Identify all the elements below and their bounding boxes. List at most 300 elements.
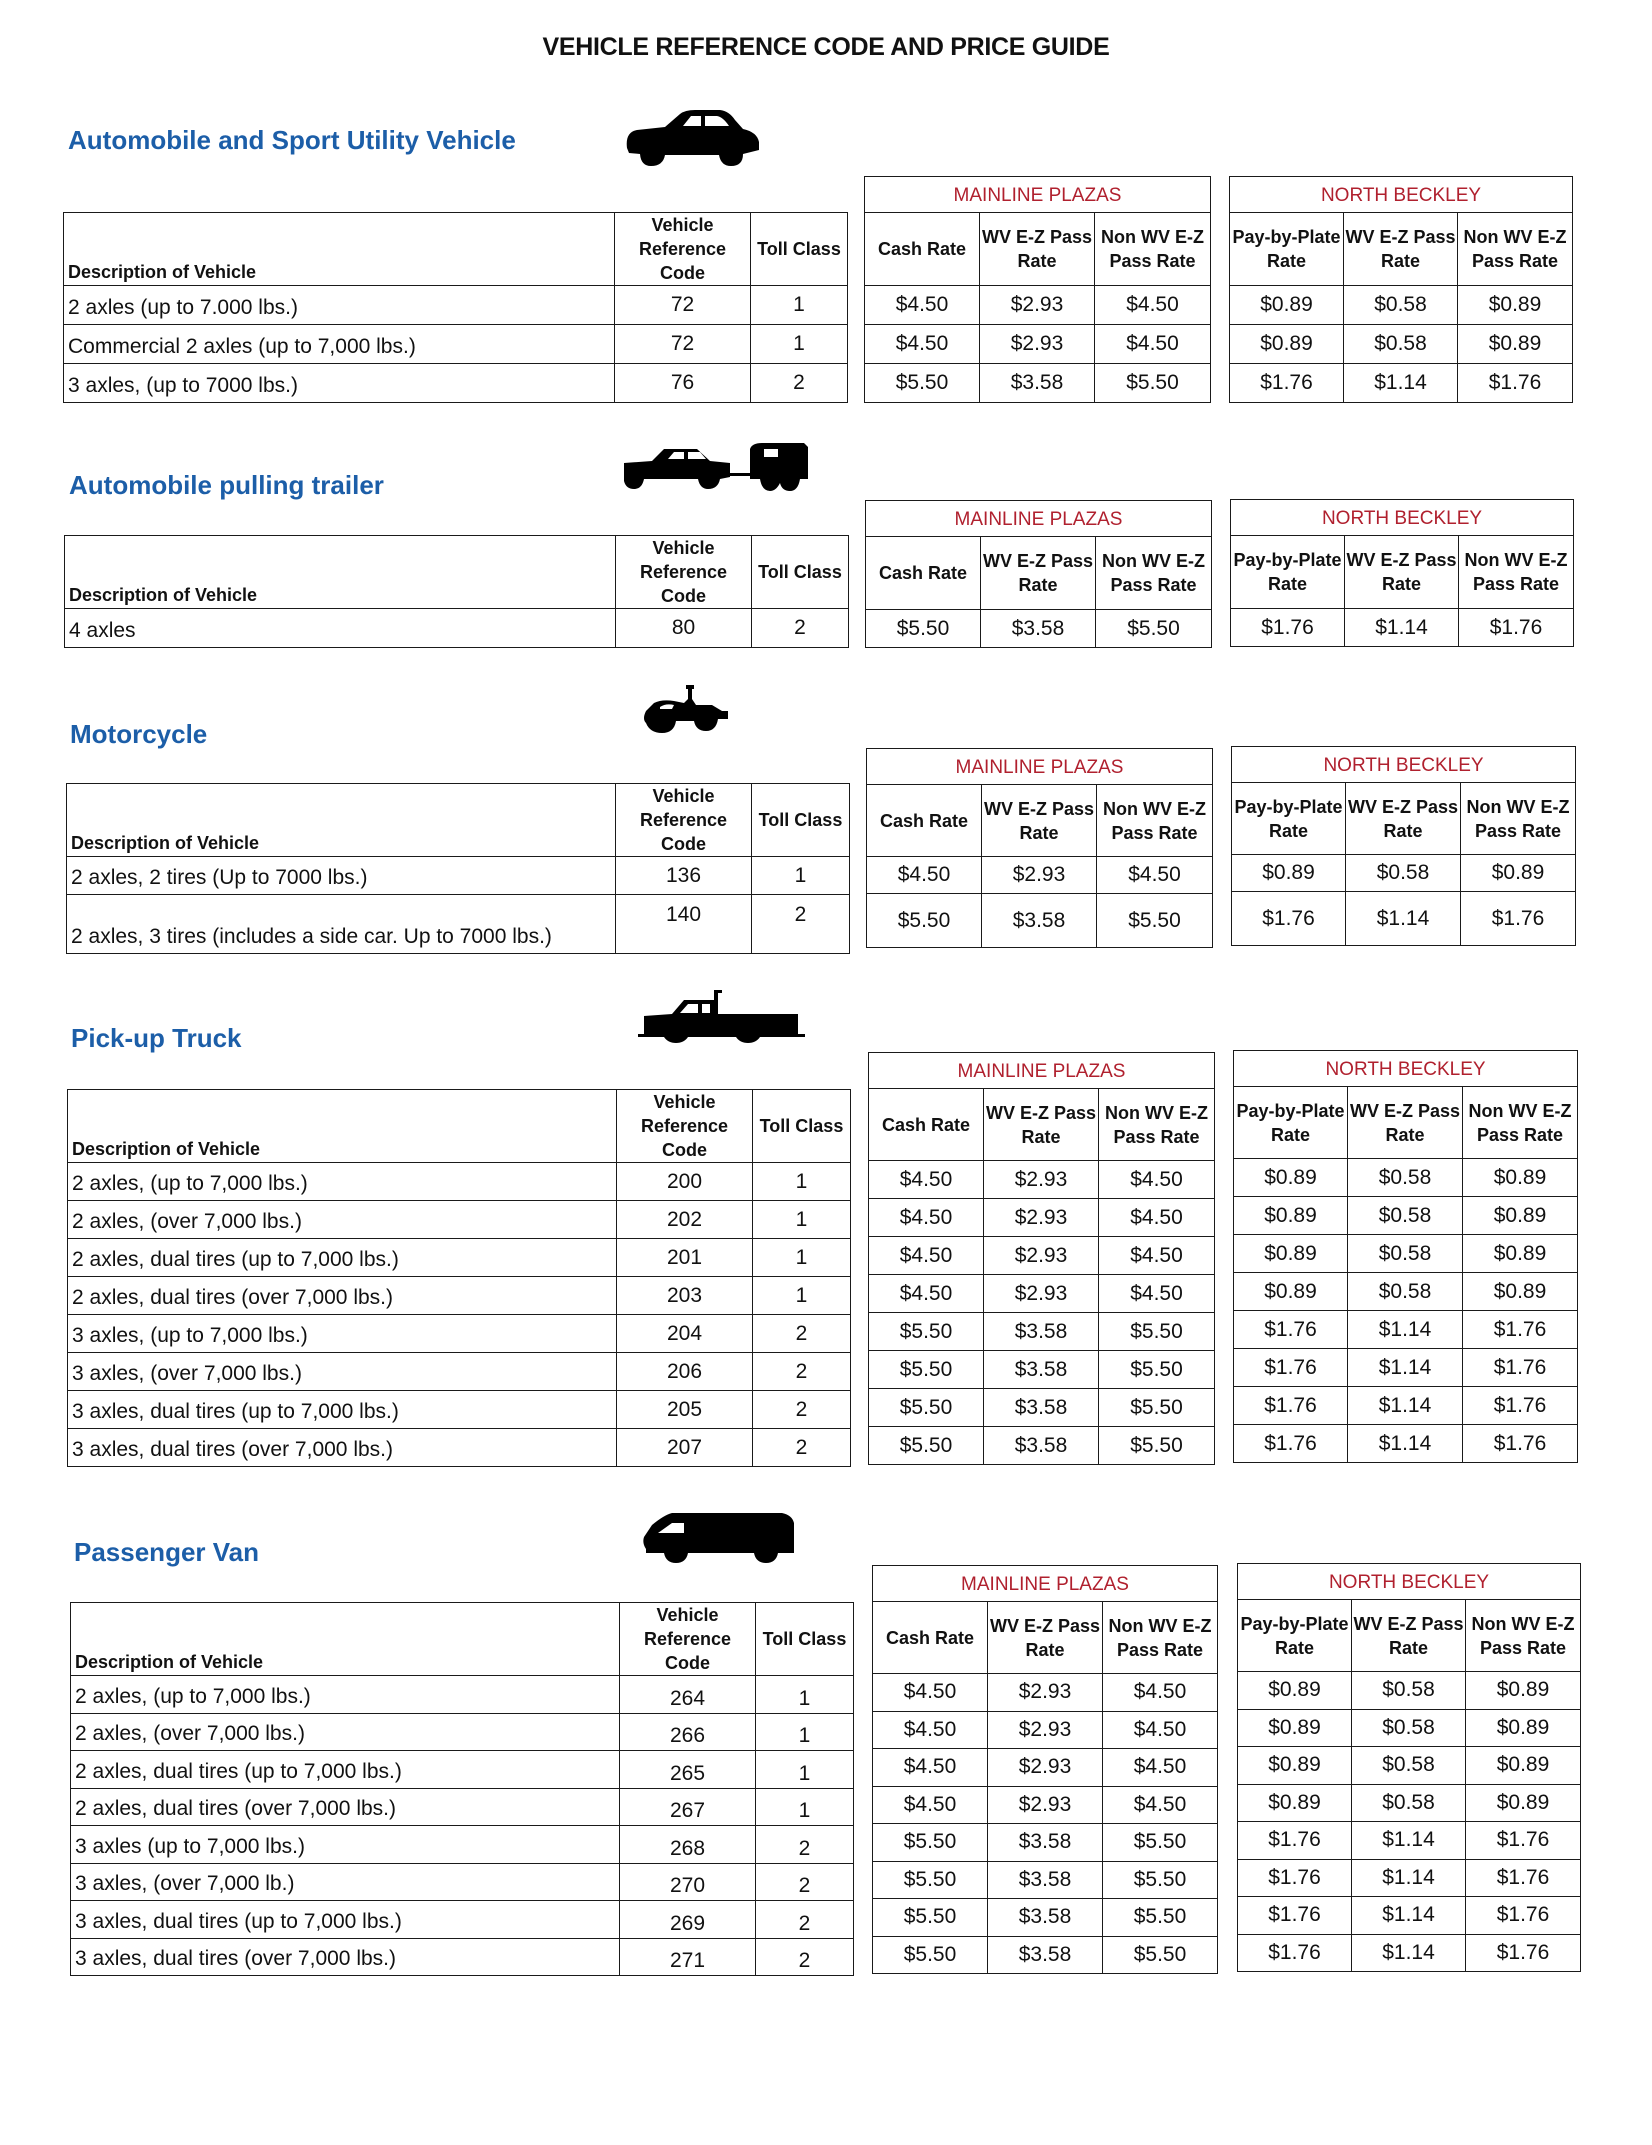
- table-row: [71, 1901, 854, 1939]
- non-wv-ezpass-rate: $5.50: [1095, 364, 1211, 403]
- vehicle-code: 265: [620, 1751, 756, 1789]
- non-wv-ezpass-rate: $5.50: [1103, 1861, 1218, 1899]
- table-row: [1230, 286, 1573, 325]
- column-header-non-wv-ezpass: Non WV E-Z Pass Rate: [1097, 785, 1213, 857]
- column-header-code: Vehicle Reference Code: [617, 1090, 753, 1163]
- toll-class: 1: [752, 857, 850, 895]
- vehicle-description: 2 axles, (up to 7,000 lbs.): [68, 1163, 617, 1201]
- section-heading: Automobile and Sport Utility Vehicle: [68, 125, 516, 155]
- region-header-mainline: MAINLINE PLAZAS: [867, 749, 1213, 785]
- pay-by-plate-rate: $1.76: [1234, 1387, 1348, 1425]
- column-header-description: Description of Vehicle: [64, 213, 615, 286]
- table-row: [64, 286, 848, 325]
- toll-class: 2: [752, 609, 849, 648]
- non-wv-ezpass-rate: $5.50: [1097, 894, 1213, 948]
- non-wv-ezpass-rate: $1.76: [1466, 1934, 1581, 1972]
- non-wv-ezpass-rate: $1.76: [1458, 364, 1573, 403]
- wv-ezpass-rate: $2.93: [980, 286, 1095, 325]
- column-header-description: Description of Vehicle: [68, 1090, 617, 1163]
- table-row: [1238, 1709, 1581, 1747]
- table-row: [865, 325, 1211, 364]
- column-header-wv-ezpass: WV E-Z Pass Rate: [981, 537, 1096, 610]
- vehicle-description: 3 axles, (up to 7,000 lbs.): [68, 1315, 617, 1353]
- table-row: [869, 1199, 1215, 1237]
- column-header-class: Toll Class: [756, 1603, 854, 1676]
- table-row: [873, 1749, 1218, 1787]
- column-header-description: Description of Vehicle: [67, 784, 616, 857]
- wv-ezpass-rate: $1.14: [1352, 1859, 1466, 1897]
- vehicle-code: 205: [617, 1391, 753, 1429]
- wv-ezpass-rate: $0.58: [1352, 1747, 1466, 1785]
- section-heading: Motorcycle: [70, 719, 208, 749]
- pay-by-plate-rate: $1.76: [1234, 1425, 1348, 1463]
- column-header-non-wv-ezpass: Non WV E-Z Pass Rate: [1095, 213, 1211, 286]
- section-heading: Passenger Van: [74, 1537, 259, 1567]
- toll-class: 1: [751, 286, 848, 325]
- non-wv-ezpass-rate: $5.50: [1099, 1351, 1215, 1389]
- table-row: [867, 857, 1213, 894]
- pay-by-plate-rate: $1.76: [1238, 1897, 1352, 1935]
- column-header-description: Description of Vehicle: [65, 536, 616, 609]
- non-wv-ezpass-rate: $1.76: [1463, 1387, 1578, 1425]
- pay-by-plate-rate: $1.76: [1230, 364, 1344, 403]
- table-row: [71, 1751, 854, 1789]
- cash-rate: $4.50: [869, 1161, 984, 1199]
- vehicle-code: 80: [616, 609, 752, 648]
- non-wv-ezpass-rate: $0.89: [1463, 1197, 1578, 1235]
- vehicle-code: 200: [617, 1163, 753, 1201]
- toll-class: 2: [753, 1353, 851, 1391]
- wv-ezpass-rate: $2.93: [980, 325, 1095, 364]
- wv-ezpass-rate: $0.58: [1348, 1235, 1463, 1273]
- non-wv-ezpass-rate: $4.50: [1095, 286, 1211, 325]
- table-row: [869, 1161, 1215, 1199]
- table-row: [869, 1237, 1215, 1275]
- table-row: [873, 1824, 1218, 1862]
- vehicle-table: [66, 783, 850, 954]
- vehicle-description: 3 axles, dual tires (over 7,000 lbs.): [71, 1938, 620, 1976]
- column-header-description: Description of Vehicle: [71, 1603, 620, 1676]
- vehicle-description: 2 axles, dual tires (over 7,000 lbs.): [68, 1277, 617, 1315]
- non-wv-ezpass-rate: $5.50: [1099, 1427, 1215, 1465]
- table-row: [1232, 892, 1576, 946]
- non-wv-ezpass-rate: $4.50: [1095, 325, 1211, 364]
- wv-ezpass-rate: $2.93: [988, 1674, 1103, 1712]
- column-header-non-wv-ezpass: Non WV E-Z Pass Rate: [1099, 1089, 1215, 1161]
- table-row: [873, 1861, 1218, 1899]
- wv-ezpass-rate: $3.58: [988, 1824, 1103, 1862]
- non-wv-ezpass-rate: $4.50: [1103, 1749, 1218, 1787]
- pay-by-plate-rate: $1.76: [1238, 1822, 1352, 1860]
- wv-ezpass-rate: $3.58: [984, 1389, 1099, 1427]
- wv-ezpass-rate: $1.14: [1348, 1349, 1463, 1387]
- non-wv-ezpass-rate: $1.76: [1461, 892, 1576, 946]
- column-header-pay-by-plate: Pay-by-Plate Rate: [1238, 1600, 1352, 1672]
- vehicle-code: 271: [620, 1938, 756, 1976]
- non-wv-ezpass-rate: $1.76: [1466, 1897, 1581, 1935]
- table-row: [68, 1163, 851, 1201]
- table-row: [1230, 325, 1573, 364]
- column-header-wv-ezpass: WV E-Z Pass Rate: [1352, 1600, 1466, 1672]
- cash-rate: $4.50: [865, 325, 980, 364]
- column-header-class: Toll Class: [752, 784, 850, 857]
- column-header-code: Vehicle Reference Code: [616, 784, 752, 857]
- non-wv-ezpass-rate: $0.89: [1466, 1747, 1581, 1785]
- table-row: [866, 610, 1212, 648]
- cash-rate: $5.50: [869, 1351, 984, 1389]
- wv-ezpass-rate: $1.14: [1348, 1311, 1463, 1349]
- column-header-class: Toll Class: [753, 1090, 851, 1163]
- wv-ezpass-rate: $2.93: [988, 1749, 1103, 1787]
- column-header-class: Toll Class: [752, 536, 849, 609]
- vehicle-code: 202: [617, 1201, 753, 1239]
- cash-rate: $5.50: [873, 1861, 988, 1899]
- toll-class: 2: [751, 364, 848, 403]
- toll-class: 1: [753, 1201, 851, 1239]
- passenger-van-icon: [642, 1513, 797, 1563]
- non-wv-ezpass-rate: $1.76: [1459, 609, 1574, 647]
- toll-class: 2: [756, 1938, 854, 1976]
- column-header-wv-ezpass: WV E-Z Pass Rate: [1346, 783, 1461, 855]
- region-header-mainline: MAINLINE PLAZAS: [865, 177, 1211, 213]
- wv-ezpass-rate: $3.58: [981, 610, 1096, 648]
- cash-rate: $4.50: [873, 1786, 988, 1824]
- table-row: [1234, 1387, 1578, 1425]
- vehicle-description: 2 axles, dual tires (up to 7,000 lbs.): [68, 1239, 617, 1277]
- section-heading: Pick-up Truck: [71, 1023, 242, 1053]
- wv-ezpass-rate: $3.58: [988, 1899, 1103, 1937]
- wv-ezpass-rate: $0.58: [1348, 1273, 1463, 1311]
- wv-ezpass-rate: $3.58: [988, 1861, 1103, 1899]
- toll-class: 2: [753, 1315, 851, 1353]
- pay-by-plate-rate: $0.89: [1238, 1672, 1352, 1710]
- table-row: [867, 894, 1213, 948]
- table-row: [68, 1239, 851, 1277]
- pay-by-plate-rate: $0.89: [1230, 286, 1344, 325]
- vehicle-description: 4 axles: [65, 609, 616, 648]
- table-row: [71, 1938, 854, 1976]
- table-row: [1238, 1822, 1581, 1860]
- non-wv-ezpass-rate: $5.50: [1096, 610, 1212, 648]
- table-row: [869, 1389, 1215, 1427]
- vehicle-table: [67, 1089, 851, 1467]
- column-header-cash-rate: Cash Rate: [873, 1602, 988, 1674]
- toll-class: 1: [753, 1239, 851, 1277]
- pay-by-plate-rate: $0.89: [1234, 1159, 1348, 1197]
- table-row: [1234, 1235, 1578, 1273]
- table-row: [869, 1275, 1215, 1313]
- vehicle-code: 206: [617, 1353, 753, 1391]
- vehicle-table: [70, 1602, 854, 1976]
- wv-ezpass-rate: $0.58: [1348, 1159, 1463, 1197]
- table-row: [71, 1863, 854, 1901]
- motorcycle-icon: [642, 685, 728, 735]
- column-header-wv-ezpass: WV E-Z Pass Rate: [984, 1089, 1099, 1161]
- vehicle-code: 207: [617, 1429, 753, 1467]
- column-header-cash-rate: Cash Rate: [866, 537, 981, 610]
- vehicle-code: 204: [617, 1315, 753, 1353]
- table-row: [67, 895, 850, 954]
- column-header-wv-ezpass: WV E-Z Pass Rate: [1344, 213, 1458, 286]
- region-header-north-beckley: NORTH BECKLEY: [1238, 1564, 1581, 1600]
- table-row: [873, 1674, 1218, 1712]
- table-row: [865, 286, 1211, 325]
- table-row: [873, 1711, 1218, 1749]
- wv-ezpass-rate: $2.93: [984, 1161, 1099, 1199]
- non-wv-ezpass-rate: $1.76: [1466, 1859, 1581, 1897]
- vehicle-code: 76: [615, 364, 751, 403]
- toll-class: 2: [753, 1429, 851, 1467]
- column-header-wv-ezpass: WV E-Z Pass Rate: [980, 213, 1095, 286]
- non-wv-ezpass-rate: $0.89: [1458, 325, 1573, 364]
- table-row: [1238, 1747, 1581, 1785]
- table-row: [1234, 1311, 1578, 1349]
- pay-by-plate-rate: $1.76: [1231, 609, 1345, 647]
- wv-ezpass-rate: $2.93: [988, 1711, 1103, 1749]
- table-row: [1238, 1784, 1581, 1822]
- table-row: [71, 1713, 854, 1751]
- wv-ezpass-rate: $2.93: [988, 1786, 1103, 1824]
- vehicle-code: 136: [616, 857, 752, 895]
- table-row: [869, 1313, 1215, 1351]
- wv-ezpass-rate: $3.58: [982, 894, 1097, 948]
- non-wv-ezpass-rate: $1.76: [1463, 1349, 1578, 1387]
- vehicle-description: 3 axles, dual tires (up to 7,000 lbs.): [71, 1901, 620, 1939]
- column-header-non-wv-ezpass: Non WV E-Z Pass Rate: [1466, 1600, 1581, 1672]
- table-row: [869, 1427, 1215, 1465]
- table-row: [873, 1936, 1218, 1974]
- column-header-wv-ezpass: WV E-Z Pass Rate: [1348, 1087, 1463, 1159]
- cash-rate: $5.50: [873, 1899, 988, 1937]
- vehicle-description: 2 axles, (over 7,000 lbs.): [71, 1713, 620, 1751]
- pay-by-plate-rate: $0.89: [1230, 325, 1344, 364]
- non-wv-ezpass-rate: $0.89: [1466, 1784, 1581, 1822]
- non-wv-ezpass-rate: $0.89: [1463, 1273, 1578, 1311]
- wv-ezpass-rate: $1.14: [1346, 892, 1461, 946]
- non-wv-ezpass-rate: $1.76: [1466, 1822, 1581, 1860]
- vehicle-table: [64, 535, 849, 648]
- table-row: [68, 1429, 851, 1467]
- toll-class: 1: [756, 1713, 854, 1751]
- toll-class: 1: [751, 325, 848, 364]
- vehicle-description: 3 axles, dual tires (over 7,000 lbs.): [68, 1429, 617, 1467]
- mainline-plazas-table: [865, 500, 1212, 648]
- table-row: [64, 325, 848, 364]
- wv-ezpass-rate: $2.93: [984, 1237, 1099, 1275]
- vehicle-code: 264: [620, 1676, 756, 1714]
- column-header-pay-by-plate: Pay-by-Plate Rate: [1230, 213, 1344, 286]
- region-header-north-beckley: NORTH BECKLEY: [1234, 1051, 1578, 1087]
- vehicle-description: 3 axles (up to 7,000 lbs.): [71, 1826, 620, 1864]
- non-wv-ezpass-rate: $4.50: [1099, 1275, 1215, 1313]
- car-with-trailer-icon: [622, 443, 808, 493]
- column-header-pay-by-plate: Pay-by-Plate Rate: [1232, 783, 1346, 855]
- column-header-wv-ezpass: WV E-Z Pass Rate: [982, 785, 1097, 857]
- region-header-north-beckley: NORTH BECKLEY: [1230, 177, 1573, 213]
- table-row: [71, 1826, 854, 1864]
- non-wv-ezpass-rate: $5.50: [1103, 1936, 1218, 1974]
- north-beckley-table: [1230, 499, 1574, 647]
- column-header-cash-rate: Cash Rate: [869, 1089, 984, 1161]
- toll-class: 2: [752, 895, 850, 954]
- cash-rate: $4.50: [873, 1749, 988, 1787]
- non-wv-ezpass-rate: $0.89: [1466, 1709, 1581, 1747]
- toll-class: 1: [756, 1788, 854, 1826]
- cash-rate: $5.50: [869, 1389, 984, 1427]
- vehicle-code: 266: [620, 1713, 756, 1751]
- vehicle-description: 2 axles, 3 tires (includes a side car. Up to 7000 lbs.): [67, 895, 616, 954]
- non-wv-ezpass-rate: $4.50: [1099, 1199, 1215, 1237]
- non-wv-ezpass-rate: $0.89: [1461, 855, 1576, 892]
- column-header-wv-ezpass: WV E-Z Pass Rate: [1345, 536, 1459, 609]
- table-row: [1238, 1672, 1581, 1710]
- region-header-north-beckley: NORTH BECKLEY: [1231, 500, 1574, 536]
- pay-by-plate-rate: $0.89: [1234, 1235, 1348, 1273]
- non-wv-ezpass-rate: $5.50: [1103, 1899, 1218, 1937]
- column-header-pay-by-plate: Pay-by-Plate Rate: [1234, 1087, 1348, 1159]
- non-wv-ezpass-rate: $0.89: [1458, 286, 1573, 325]
- column-header-class: Toll Class: [751, 213, 848, 286]
- wv-ezpass-rate: $3.58: [984, 1351, 1099, 1389]
- vehicle-description: 3 axles, (over 7,000 lbs.): [68, 1353, 617, 1391]
- vehicle-description: 2 axles, (up to 7,000 lbs.): [71, 1676, 620, 1714]
- column-header-wv-ezpass: WV E-Z Pass Rate: [988, 1602, 1103, 1674]
- toll-class: 1: [756, 1676, 854, 1714]
- toll-class: 2: [756, 1901, 854, 1939]
- non-wv-ezpass-rate: $1.76: [1463, 1311, 1578, 1349]
- cash-rate: $5.50: [873, 1824, 988, 1862]
- cash-rate: $5.50: [866, 610, 981, 648]
- pay-by-plate-rate: $0.89: [1238, 1709, 1352, 1747]
- table-row: [64, 364, 848, 403]
- section-heading: Automobile pulling trailer: [69, 470, 384, 500]
- cash-rate: $4.50: [873, 1674, 988, 1712]
- vehicle-description: 3 axles, (over 7,000 lb.): [71, 1863, 620, 1901]
- table-row: [71, 1788, 854, 1826]
- cash-rate: $4.50: [865, 286, 980, 325]
- cash-rate: $4.50: [867, 857, 982, 894]
- table-row: [1238, 1859, 1581, 1897]
- table-row: [68, 1391, 851, 1429]
- toll-class: 1: [753, 1277, 851, 1315]
- vehicle-description: 2 axles, dual tires (up to 7,000 lbs.): [71, 1751, 620, 1789]
- wv-ezpass-rate: $2.93: [982, 857, 1097, 894]
- wv-ezpass-rate: $3.58: [984, 1427, 1099, 1465]
- pay-by-plate-rate: $1.76: [1234, 1349, 1348, 1387]
- non-wv-ezpass-rate: $5.50: [1103, 1824, 1218, 1862]
- column-header-non-wv-ezpass: Non WV E-Z Pass Rate: [1461, 783, 1576, 855]
- page-title: VEHICLE REFERENCE CODE AND PRICE GUIDE: [542, 33, 1110, 61]
- table-row: [1238, 1934, 1581, 1972]
- vehicle-description: Commercial 2 axles (up to 7,000 lbs.): [64, 325, 615, 364]
- wv-ezpass-rate: $2.93: [984, 1275, 1099, 1313]
- car-icon: [625, 110, 760, 167]
- pay-by-plate-rate: $1.76: [1234, 1311, 1348, 1349]
- column-header-non-wv-ezpass: Non WV E-Z Pass Rate: [1463, 1087, 1578, 1159]
- pay-by-plate-rate: $0.89: [1238, 1747, 1352, 1785]
- vehicle-code: 201: [617, 1239, 753, 1277]
- column-header-non-wv-ezpass: Non WV E-Z Pass Rate: [1459, 536, 1574, 609]
- region-header-mainline: MAINLINE PLAZAS: [869, 1053, 1215, 1089]
- north-beckley-table: [1231, 746, 1576, 946]
- mainline-plazas-table: [864, 176, 1211, 403]
- wv-ezpass-rate: $1.14: [1352, 1822, 1466, 1860]
- pay-by-plate-rate: $1.76: [1238, 1934, 1352, 1972]
- region-header-mainline: MAINLINE PLAZAS: [866, 501, 1212, 537]
- wv-ezpass-rate: $0.58: [1352, 1672, 1466, 1710]
- table-row: [1234, 1159, 1578, 1197]
- table-row: [873, 1899, 1218, 1937]
- toll-class: 2: [756, 1826, 854, 1864]
- non-wv-ezpass-rate: $0.89: [1463, 1159, 1578, 1197]
- table-row: [873, 1786, 1218, 1824]
- non-wv-ezpass-rate: $0.89: [1466, 1672, 1581, 1710]
- wv-ezpass-rate: $1.14: [1348, 1387, 1463, 1425]
- table-row: [1234, 1273, 1578, 1311]
- pay-by-plate-rate: $0.89: [1234, 1197, 1348, 1235]
- vehicle-code: 270: [620, 1863, 756, 1901]
- wv-ezpass-rate: $1.14: [1344, 364, 1458, 403]
- region-header-mainline: MAINLINE PLAZAS: [873, 1566, 1218, 1602]
- wv-ezpass-rate: $3.58: [980, 364, 1095, 403]
- cash-rate: $4.50: [873, 1711, 988, 1749]
- wv-ezpass-rate: $3.58: [984, 1313, 1099, 1351]
- cash-rate: $5.50: [867, 894, 982, 948]
- vehicle-description: 3 axles, dual tires (up to 7,000 lbs.): [68, 1391, 617, 1429]
- column-header-code: Vehicle Reference Code: [616, 536, 752, 609]
- table-row: [68, 1277, 851, 1315]
- non-wv-ezpass-rate: $5.50: [1099, 1389, 1215, 1427]
- table-row: [71, 1676, 854, 1714]
- wv-ezpass-rate: $1.14: [1352, 1934, 1466, 1972]
- vehicle-code: 267: [620, 1788, 756, 1826]
- vehicle-description: 2 axles (up to 7.000 lbs.): [64, 286, 615, 325]
- pay-by-plate-rate: $0.89: [1238, 1784, 1352, 1822]
- vehicle-description: 2 axles, (over 7,000 lbs.): [68, 1201, 617, 1239]
- table-row: [1231, 609, 1574, 647]
- vehicle-description: 2 axles, dual tires (over 7,000 lbs.): [71, 1788, 620, 1826]
- cash-rate: $4.50: [869, 1199, 984, 1237]
- mainline-plazas-table: [872, 1565, 1218, 1974]
- toll-class: 2: [756, 1863, 854, 1901]
- non-wv-ezpass-rate: $1.76: [1463, 1425, 1578, 1463]
- vehicle-code: 203: [617, 1277, 753, 1315]
- wv-ezpass-rate: $2.93: [984, 1199, 1099, 1237]
- table-row: [869, 1351, 1215, 1389]
- wv-ezpass-rate: $0.58: [1352, 1784, 1466, 1822]
- cash-rate: $5.50: [865, 364, 980, 403]
- cash-rate: $5.50: [873, 1936, 988, 1974]
- table-row: [1238, 1897, 1581, 1935]
- non-wv-ezpass-rate: $4.50: [1097, 857, 1213, 894]
- toll-class: 1: [756, 1751, 854, 1789]
- region-header-north-beckley: NORTH BECKLEY: [1232, 747, 1576, 783]
- column-header-code: Vehicle Reference Code: [620, 1603, 756, 1676]
- wv-ezpass-rate: $0.58: [1348, 1197, 1463, 1235]
- column-header-non-wv-ezpass: Non WV E-Z Pass Rate: [1458, 213, 1573, 286]
- table-row: [1234, 1349, 1578, 1387]
- column-header-cash-rate: Cash Rate: [867, 785, 982, 857]
- non-wv-ezpass-rate: $4.50: [1099, 1161, 1215, 1199]
- wv-ezpass-rate: $1.14: [1345, 609, 1459, 647]
- mainline-plazas-table: [866, 748, 1213, 948]
- table-row: [1232, 855, 1576, 892]
- pay-by-plate-rate: $1.76: [1238, 1859, 1352, 1897]
- vehicle-table: [63, 212, 848, 403]
- wv-ezpass-rate: $1.14: [1352, 1897, 1466, 1935]
- vehicle-code: 269: [620, 1901, 756, 1939]
- non-wv-ezpass-rate: $4.50: [1103, 1674, 1218, 1712]
